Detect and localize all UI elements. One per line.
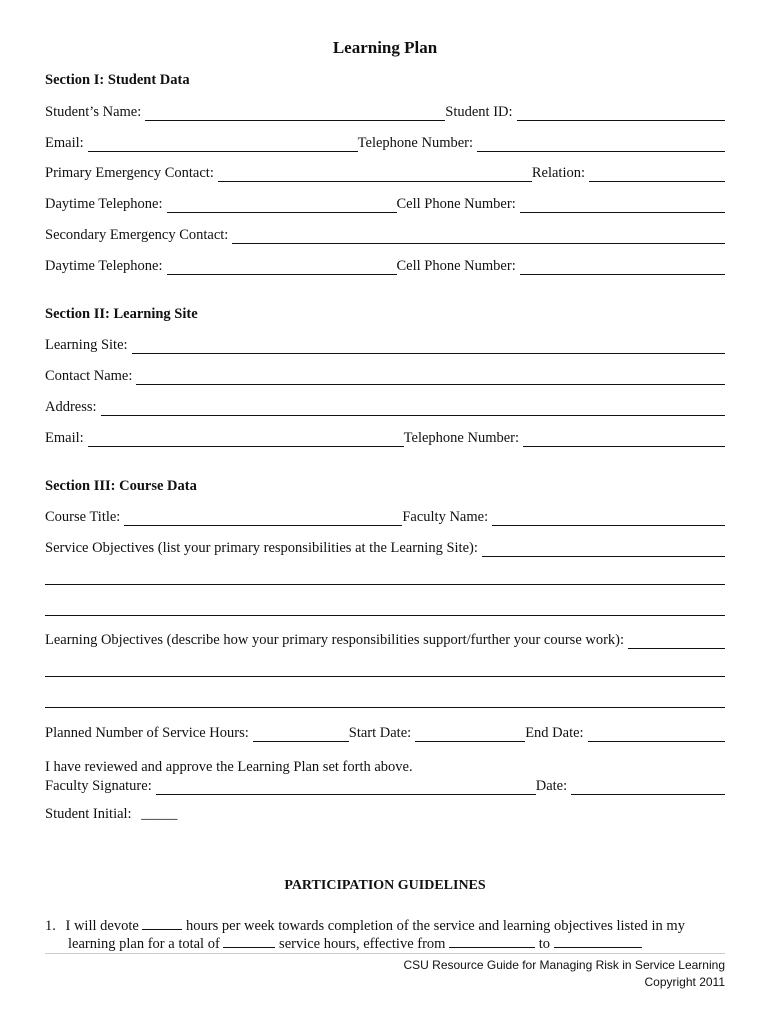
site-email-row	[45, 427, 725, 447]
learning-objectives-field[interactable]	[628, 634, 725, 649]
start-date-label: Start Date:	[348, 725, 412, 741]
student-id-label: Student ID:	[445, 104, 513, 120]
relation-field[interactable]	[589, 167, 725, 182]
effective-to-field[interactable]	[554, 935, 642, 948]
cell-field-1[interactable]	[520, 198, 725, 213]
learning-objectives-line-3[interactable]	[45, 707, 725, 708]
faculty-signature-label: Faculty Signature:	[45, 778, 152, 794]
planned-hours-label: Planned Number of Service Hours:	[45, 725, 249, 741]
faculty-name-label: Faculty Name:	[402, 509, 489, 525]
daytime-tel-label-2: Daytime Telephone:	[45, 258, 163, 274]
guideline-item-1-line-2	[68, 935, 642, 953]
student-initial-label: Student Initial:	[45, 806, 132, 822]
signature-date-label: Date:	[535, 778, 568, 794]
address-row	[45, 396, 725, 416]
faculty-signature-row	[45, 775, 725, 795]
guideline-text-b: hours per week towards completion of the service and learning objectives listed in my	[186, 918, 685, 934]
service-objectives-row	[45, 537, 725, 557]
site-email-field[interactable]	[88, 432, 404, 447]
address-field[interactable]	[101, 401, 725, 416]
student-initial-field[interactable]: _____	[141, 806, 178, 822]
learning-site-label: Learning Site:	[45, 337, 128, 353]
site-telephone-field[interactable]	[523, 432, 725, 447]
course-title-label: Course Title:	[45, 509, 121, 525]
address-label: Address:	[45, 399, 97, 415]
planned-hours-field[interactable]	[253, 727, 349, 742]
cell-field-2[interactable]	[520, 260, 725, 275]
telephone-label: Telephone Number:	[357, 135, 474, 151]
contact-name-field[interactable]	[136, 370, 725, 385]
guideline-item-1-line-1	[45, 917, 685, 935]
learning-site-row	[45, 334, 725, 354]
daytime-tel-row-2	[45, 255, 725, 275]
student-id-field[interactable]	[517, 106, 725, 121]
primary-emergency-row	[45, 162, 725, 182]
learning-objectives-line-2[interactable]	[45, 676, 725, 677]
secondary-emergency-label: Secondary Emergency Contact:	[45, 227, 229, 243]
email-field[interactable]	[88, 137, 358, 152]
service-objectives-line-2[interactable]	[45, 584, 725, 585]
site-email-label: Email:	[45, 430, 84, 446]
learning-objectives-row	[45, 629, 725, 649]
approval-statement: I have reviewed and approve the Learning Plan set forth above.	[45, 759, 413, 775]
cell-label-2: Cell Phone Number:	[396, 258, 516, 274]
start-date-field[interactable]	[415, 727, 525, 742]
service-objectives-line-3[interactable]	[45, 615, 725, 616]
guideline-text-a: I will devote	[65, 918, 139, 934]
effective-from-field[interactable]	[449, 935, 535, 948]
footer-copyright: Copyright 2011	[644, 975, 725, 989]
section-1-heading: Section I: Student Data	[45, 72, 190, 88]
contact-name-label: Contact Name:	[45, 368, 133, 384]
faculty-name-field[interactable]	[492, 511, 725, 526]
service-objectives-label: Service Objectives (list your primary responsibilities at the Learning Site):	[45, 540, 478, 556]
contact-name-row	[45, 365, 725, 385]
telephone-field[interactable]	[477, 137, 725, 152]
end-date-label: End Date:	[525, 725, 584, 741]
relation-label: Relation:	[531, 165, 586, 181]
hours-per-week-field[interactable]	[142, 917, 182, 930]
secondary-emergency-field[interactable]	[232, 229, 725, 244]
course-title-row	[45, 506, 725, 526]
learning-objectives-label: Learning Objectives (describe how your primary responsibilities support/further your course work):	[45, 632, 625, 648]
email-label: Email:	[45, 135, 84, 151]
site-telephone-label: Telephone Number:	[403, 430, 520, 446]
daytime-tel-field-2[interactable]	[167, 260, 397, 275]
footer-divider	[45, 953, 725, 954]
student-name-row	[45, 101, 725, 121]
guideline-text-e: to	[538, 936, 550, 952]
footer-guide-title: CSU Resource Guide for Managing Risk in Service Learning	[403, 958, 725, 972]
daytime-tel-row-1	[45, 193, 725, 213]
student-initial-row	[45, 806, 177, 823]
secondary-emergency-row	[45, 224, 725, 244]
primary-emergency-label: Primary Emergency Contact:	[45, 165, 214, 181]
service-hours-row	[45, 722, 725, 742]
section-3-heading: Section III: Course Data	[45, 478, 197, 494]
section-2-heading: Section II: Learning Site	[45, 306, 198, 322]
student-name-field[interactable]	[145, 106, 445, 121]
course-title-field[interactable]	[124, 511, 402, 526]
daytime-tel-field-1[interactable]	[167, 198, 397, 213]
total-hours-field[interactable]	[223, 935, 275, 948]
student-name-label: Student’s Name:	[45, 104, 142, 120]
guidelines-heading: PARTICIPATION GUIDELINES	[284, 878, 486, 893]
page-title: Learning Plan	[332, 38, 438, 57]
signature-date-field[interactable]	[571, 780, 725, 795]
guideline-text-d: service hours, effective from	[279, 936, 446, 952]
cell-label-1: Cell Phone Number:	[396, 196, 516, 212]
guideline-item-1-number: 1.	[45, 918, 56, 934]
guideline-text-c: learning plan for a total of	[68, 936, 220, 952]
faculty-signature-field[interactable]	[156, 780, 536, 795]
primary-emergency-field[interactable]	[218, 167, 532, 182]
service-objectives-field[interactable]	[482, 542, 725, 557]
daytime-tel-label-1: Daytime Telephone:	[45, 196, 163, 212]
end-date-field[interactable]	[588, 727, 725, 742]
learning-site-field[interactable]	[132, 339, 725, 354]
email-row	[45, 132, 725, 152]
